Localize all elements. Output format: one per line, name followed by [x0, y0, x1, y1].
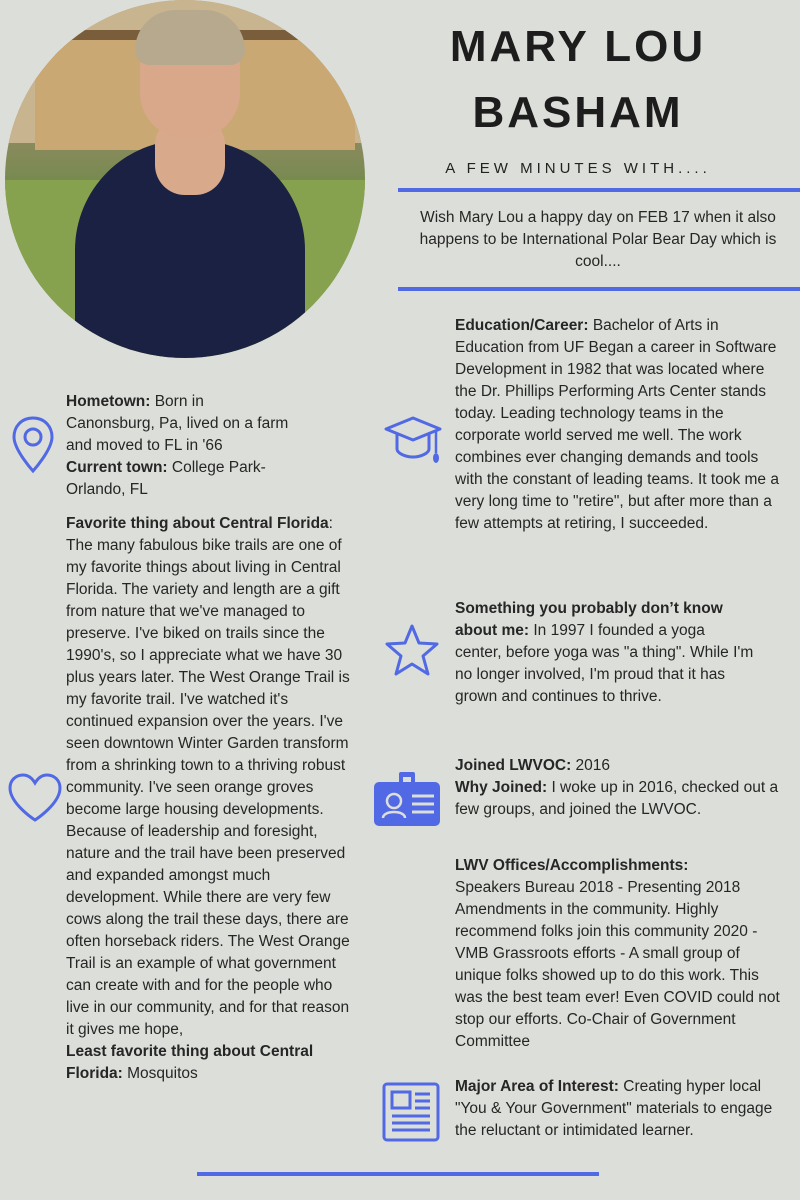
intro-text: Wish Mary Lou a happy day on FEB 17 when it also happens to be International Polar Bear Day which is cool....	[419, 209, 777, 270]
least-favorite-label: Least favorite thing about Central Florida:	[66, 1043, 314, 1082]
interest-label: Major Area of Interest:	[455, 1078, 619, 1095]
profile-photo	[5, 0, 365, 358]
divider-intro	[398, 287, 800, 291]
hometown-label: Hometown:	[66, 393, 151, 410]
why-joined-label: Why Joined:	[455, 779, 548, 796]
education-label: Education/Career:	[455, 317, 589, 334]
name-line-2: BASHAM	[472, 88, 684, 137]
graduation-cap-icon	[383, 413, 443, 469]
favorite-label: Favorite thing about Central Florida	[66, 515, 329, 532]
why-joined-text: I woke up in 2016, checked out a few groups, and joined the LWVOC.	[455, 779, 779, 818]
divider-bottom	[197, 1172, 599, 1176]
name-line-1: MARY LOU	[449, 22, 707, 71]
interest-text: Creating hyper local "You & Your Government" materials to engage the reluctant or intimidated learner.	[455, 1078, 773, 1139]
offices-label: LWV Offices/Accomplishments:	[455, 857, 689, 874]
current-town-text: College Park-Orlando, FL	[66, 459, 266, 498]
interest-block	[455, 1076, 775, 1142]
location-pin-icon	[10, 415, 56, 475]
star-icon	[383, 623, 441, 679]
joined-block	[455, 755, 785, 821]
hometown-block	[66, 391, 296, 501]
hometown-text: Born in Canonsburg, Pa, lived on a farm and moved to FL in '66	[66, 393, 289, 454]
divider-top	[398, 188, 800, 192]
offices-block	[455, 855, 785, 1053]
something-block	[455, 598, 755, 708]
education-text: Bachelor of Arts in Education from UF Began a career in Software Development in 1982 that was located where the Dr. Phillips Performing Arts Center stands today. Leading technology teams in the corporate world served me well. The work combines ever changing demands and tools with the constant of leading teams. It took me a very long time to "retire", but after more than a few attempts at retiring, I succeeded.	[455, 317, 779, 532]
favorite-text: : The many fabulous bike trails are one of my favorite things about living in Central Florida. The variety and length are a gift from nature that we've managed to preserve. I've biked on trails since the 1990's, so I appreciate what we have 30 plus years later. The West Orange Trail is my favorite trail. I've watched it's continued expansion over the years. I've seen downtown Winter Garden transform from a shrinking town to a thriving robust community. I've seen orange groves become large housing developments. Because of leadership and foresight, nature and the trail have been preserved and expanded amongst much development. While there are very few cows along the trail these days, there are often horseback riders. The West Orange Trail is an example of what government can create with and for the people who live in our community, and for that reason it gives me hope,	[66, 515, 350, 1038]
something-label: Something you probably don’t know about me:	[455, 600, 723, 639]
newspaper-icon	[382, 1082, 440, 1142]
heart-icon	[6, 772, 64, 824]
something-text: In 1997 I founded a yoga center, before yoga was "a thing". While I'm no longer involved, I'm proud that it has grown and continues to thrive.	[455, 622, 754, 705]
offices-text: Speakers Bureau 2018 - Presenting 2018 Amendments in the community. Highly recommend folks join this community 2020 - VMB Grassroots efforts - A small group of unique folks showed up to do this work. This was the best team ever! Even COVID could not stop our efforts. Co-Chair of Government Committee	[455, 879, 780, 1050]
subtitle: A FEW MINUTES WITH....	[445, 160, 711, 177]
education-block	[455, 315, 785, 535]
favorite-block	[66, 513, 358, 1085]
current-town-label: Current town:	[66, 459, 168, 476]
least-favorite-text: Mosquitos	[122, 1065, 198, 1082]
joined-text: 2016	[571, 757, 611, 774]
id-badge-icon	[372, 770, 442, 828]
joined-label: Joined LWVOC:	[455, 757, 572, 774]
